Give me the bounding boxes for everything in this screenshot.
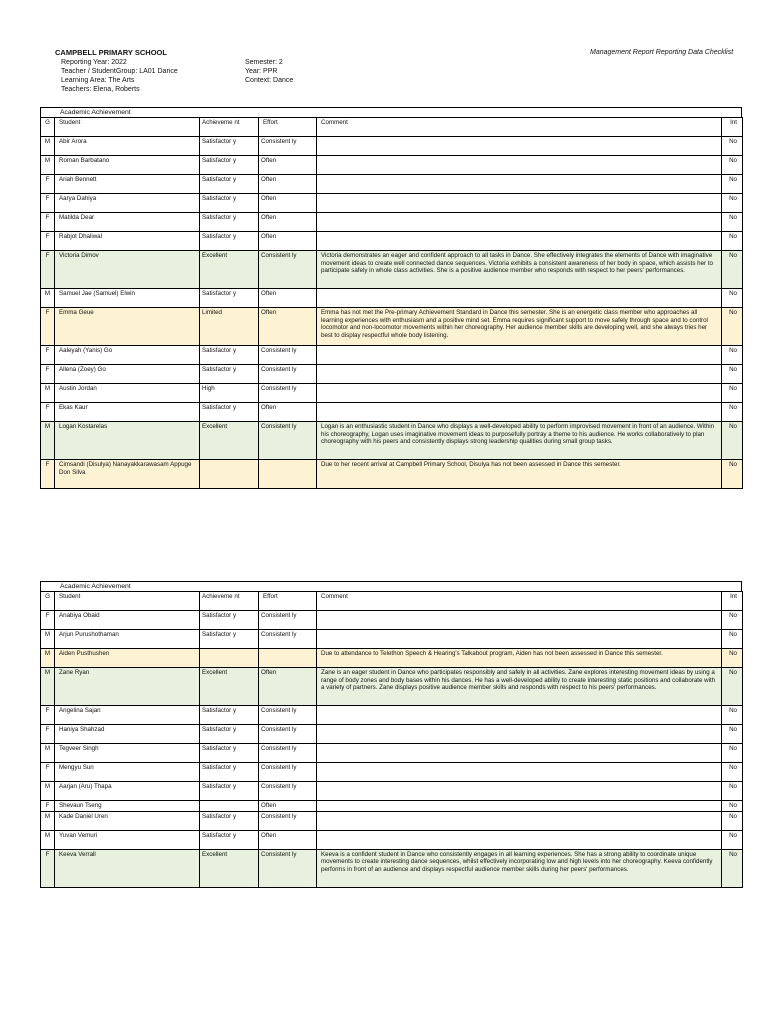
student-cell: Aarjan (Aru) Thapa <box>55 782 200 801</box>
comment-cell <box>317 365 722 384</box>
section-title: Academic Achievement <box>40 581 742 591</box>
intervention-cell: No <box>722 811 743 830</box>
effort-cell: Consistent ly <box>259 422 317 460</box>
table-row <box>41 801 743 812</box>
comment-cell <box>317 811 722 830</box>
gender-cell: F <box>41 213 55 232</box>
year-level: Year: PPR <box>245 68 278 75</box>
achievement-cell: Satisfactor y <box>200 213 259 232</box>
intervention-cell: No <box>722 611 743 630</box>
student-cell: Ekas Kaur <box>55 403 200 422</box>
context: Context: Dance <box>245 77 294 84</box>
student-cell: Yuvan Vemuri <box>55 830 200 849</box>
achievement-cell: Excellent <box>200 251 259 289</box>
effort-cell: Consistent ly <box>259 763 317 782</box>
student-cell: Samuel Jae (Samuel) Elwin <box>55 289 200 308</box>
student-cell: Emma Geue <box>55 308 200 346</box>
gender-cell: M <box>41 156 55 175</box>
achievement-cell <box>200 460 259 489</box>
comment-cell <box>317 725 722 744</box>
gender-cell: F <box>41 403 55 422</box>
student-cell: Keeva Verrall <box>55 849 200 887</box>
gender-cell: M <box>41 744 55 763</box>
section-title: Academic Achievement <box>40 107 742 117</box>
student-cell: Zane Ryan <box>55 668 200 706</box>
effort-cell: Consistent ly <box>259 384 317 403</box>
gender-cell: F <box>41 801 55 812</box>
table-row <box>41 403 743 422</box>
intervention-cell: No <box>722 213 743 232</box>
effort-cell: Often <box>259 830 317 849</box>
gender-cell: F <box>41 849 55 887</box>
intervention-cell: No <box>722 801 743 812</box>
effort-cell: Consistent ly <box>259 725 317 744</box>
intervention-cell: No <box>722 706 743 725</box>
column-header-comment: Comment <box>317 592 722 611</box>
gender-cell: M <box>41 422 55 460</box>
achievement-table-2 <box>40 581 742 888</box>
intervention-cell: No <box>722 849 743 887</box>
effort-cell <box>259 649 317 668</box>
achievement-cell: Satisfactor y <box>200 346 259 365</box>
student-cell: Matilda Dear <box>55 213 200 232</box>
gender-cell: F <box>41 251 55 289</box>
effort-cell: Often <box>259 156 317 175</box>
achievement-cell <box>200 649 259 668</box>
effort-cell: Often <box>259 668 317 706</box>
effort-cell: Often <box>259 801 317 812</box>
student-cell: Ariah Bennett <box>55 175 200 194</box>
intervention-cell: No <box>722 346 743 365</box>
achievement-cell: Limited <box>200 308 259 346</box>
table-row <box>41 744 743 763</box>
comment-cell <box>317 194 722 213</box>
effort-cell: Consistent ly <box>259 744 317 763</box>
column-header-intervention: Int <box>722 118 743 137</box>
column-header-student: Student <box>55 118 200 137</box>
gender-cell: F <box>41 232 55 251</box>
achievement-cell: Satisfactor y <box>200 830 259 849</box>
effort-cell: Consistent ly <box>259 782 317 801</box>
comment-cell <box>317 137 722 156</box>
achievement-cell <box>200 801 259 812</box>
table-row <box>41 194 743 213</box>
semester: Semester: 2 <box>245 59 283 66</box>
intervention-cell: No <box>722 156 743 175</box>
achievement-cell: Excellent <box>200 668 259 706</box>
table-row <box>41 213 743 232</box>
intervention-cell: No <box>722 763 743 782</box>
intervention-cell: No <box>722 232 743 251</box>
achievement-table-1 <box>40 107 742 489</box>
student-table <box>40 591 743 888</box>
comment-cell <box>317 346 722 365</box>
student-cell: Shevaun Tseng <box>55 801 200 812</box>
gender-cell: F <box>41 460 55 489</box>
intervention-cell: No <box>722 365 743 384</box>
table-row <box>41 649 743 668</box>
effort-cell: Often <box>259 232 317 251</box>
intervention-cell: No <box>722 725 743 744</box>
achievement-cell: Satisfactor y <box>200 706 259 725</box>
effort-cell: Consistent ly <box>259 251 317 289</box>
effort-cell: Often <box>259 308 317 346</box>
intervention-cell: No <box>722 251 743 289</box>
student-cell: Tegveer Singh <box>55 744 200 763</box>
gender-cell: F <box>41 763 55 782</box>
comment-cell <box>317 403 722 422</box>
table-row <box>41 611 743 630</box>
achievement-cell: Satisfactor y <box>200 194 259 213</box>
column-header-effort: Effort <box>259 118 317 137</box>
achievement-cell: Satisfactor y <box>200 232 259 251</box>
table-row <box>41 422 743 460</box>
gender-cell: M <box>41 649 55 668</box>
comment-cell <box>317 289 722 308</box>
comment-cell <box>317 232 722 251</box>
student-cell: Angelina Sajan <box>55 706 200 725</box>
student-cell: Roman Barbatano <box>55 156 200 175</box>
comment-cell: Victoria demonstrates an eager and confident approach to all tasks in Dance. She effectively integrates the elements of Dance with imaginative movement ideas to create well connected dance sequences. Victoria exhibits a consistent awareness of her body in space, which assists her to participate safely in whole class activities. She is a positive audience member who responds with respect to her peers' performances. <box>317 251 722 289</box>
student-cell: Arjun Purushothaman <box>55 630 200 649</box>
effort-cell: Consistent ly <box>259 137 317 156</box>
intervention-cell: No <box>722 194 743 213</box>
achievement-cell: Satisfactor y <box>200 289 259 308</box>
effort-cell: Often <box>259 403 317 422</box>
table-row <box>41 849 743 887</box>
achievement-cell: Excellent <box>200 849 259 887</box>
student-cell: Aaleyah (Yanis) Go <box>55 346 200 365</box>
comment-cell <box>317 611 722 630</box>
table-row <box>41 365 743 384</box>
comment-cell <box>317 630 722 649</box>
column-header-effort: Effort <box>259 592 317 611</box>
school-name: CAMPBELL PRIMARY SCHOOL <box>55 48 167 57</box>
effort-cell: Consistent ly <box>259 365 317 384</box>
report-meta-left <box>61 58 178 94</box>
comment-cell <box>317 830 722 849</box>
student-cell: Victoria Dimov <box>55 251 200 289</box>
gender-cell: F <box>41 308 55 346</box>
student-cell: Aiden Pusthushen <box>55 649 200 668</box>
table-row <box>41 346 743 365</box>
gender-cell: M <box>41 668 55 706</box>
comment-cell <box>317 156 722 175</box>
comment-cell <box>317 384 722 403</box>
table-row <box>41 706 743 725</box>
table-row <box>41 251 743 289</box>
comment-cell: Due to attendance to Telethon Speech & Hearing's Talkabout program, Aiden has not been assessed in Dance this semester. <box>317 649 722 668</box>
student-cell: Abir Arora <box>55 137 200 156</box>
intervention-cell: No <box>722 175 743 194</box>
achievement-cell: Satisfactor y <box>200 611 259 630</box>
student-cell: Anabiya Obaid <box>55 611 200 630</box>
effort-cell <box>259 460 317 489</box>
effort-cell: Often <box>259 289 317 308</box>
column-header-gender: G <box>41 592 55 611</box>
achievement-cell: Satisfactor y <box>200 175 259 194</box>
comment-cell <box>317 175 722 194</box>
intervention-cell: No <box>722 630 743 649</box>
achievement-cell: Satisfactor y <box>200 137 259 156</box>
intervention-cell: No <box>722 782 743 801</box>
comment-cell <box>317 782 722 801</box>
comment-cell: Zane is an eager student in Dance who participates responsibly and safely in all activities. Zane explores interesting movement ideas by using a range of body zones and body bases within his dances. He has a well-developed ability to create interesting static positions and collaborate with a variety of partners. Zane displays positive audience member skills and responds with respect to his peers' performances. <box>317 668 722 706</box>
effort-cell: Often <box>259 213 317 232</box>
table-header-row <box>41 592 743 611</box>
teacher-group: Teacher / StudentGroup: LA01 Dance <box>61 68 178 75</box>
student-cell: Rabjot Dhaliwal <box>55 232 200 251</box>
achievement-cell: Satisfactor y <box>200 156 259 175</box>
student-cell: Cimsandi (Disulya) Nanayakkarawasam Appuge Don Silva <box>55 460 200 489</box>
achievement-cell: High <box>200 384 259 403</box>
achievement-cell: Satisfactor y <box>200 811 259 830</box>
effort-cell: Consistent ly <box>259 811 317 830</box>
reporting-year: Reporting Year: 2022 <box>61 59 127 66</box>
column-header-student: Student <box>55 592 200 611</box>
effort-cell: Consistent ly <box>259 706 317 725</box>
intervention-cell: No <box>722 668 743 706</box>
intervention-cell: No <box>722 384 743 403</box>
gender-cell: F <box>41 611 55 630</box>
table-row <box>41 811 743 830</box>
gender-cell: M <box>41 782 55 801</box>
intervention-cell: No <box>722 403 743 422</box>
table-row <box>41 763 743 782</box>
column-header-intervention: Int <box>722 592 743 611</box>
intervention-cell: No <box>722 137 743 156</box>
student-cell: Austin Jordan <box>55 384 200 403</box>
table-row <box>41 175 743 194</box>
gender-cell: F <box>41 725 55 744</box>
gender-cell: F <box>41 365 55 384</box>
effort-cell: Consistent ly <box>259 611 317 630</box>
gender-cell: F <box>41 706 55 725</box>
gender-cell: M <box>41 384 55 403</box>
achievement-cell: Satisfactor y <box>200 782 259 801</box>
student-cell: Allena (Zoey) Go <box>55 365 200 384</box>
gender-cell: F <box>41 346 55 365</box>
intervention-cell: No <box>722 422 743 460</box>
intervention-cell: No <box>722 289 743 308</box>
table-row <box>41 289 743 308</box>
gender-cell: M <box>41 137 55 156</box>
comment-cell <box>317 213 722 232</box>
table-row <box>41 668 743 706</box>
report-meta-right <box>245 58 293 85</box>
table-row <box>41 830 743 849</box>
student-cell: Logan Kostarelas <box>55 422 200 460</box>
intervention-cell: No <box>722 460 743 489</box>
teachers: Teachers: Elena, Roberts <box>61 86 140 93</box>
table-row <box>41 137 743 156</box>
comment-cell <box>317 706 722 725</box>
student-table <box>40 117 743 489</box>
comment-cell: Logan is an enthusiastic student in Dance who displays a well-developed ability to perform improvised movement in front of an audience. Within his choreography, Logan uses imaginative movement ideas to purposefully portray a theme to his audience. He works collaboratively to plan choreography with his peers and consistently displays strong leadership qualities during small group tasks. <box>317 422 722 460</box>
intervention-cell: No <box>722 649 743 668</box>
table-row <box>41 308 743 346</box>
achievement-cell: Satisfactor y <box>200 403 259 422</box>
achievement-cell: Satisfactor y <box>200 744 259 763</box>
comment-cell <box>317 801 722 812</box>
gender-cell: M <box>41 830 55 849</box>
achievement-cell: Satisfactor y <box>200 630 259 649</box>
effort-cell: Consistent ly <box>259 849 317 887</box>
student-cell: Haniya Shahzad <box>55 725 200 744</box>
intervention-cell: No <box>722 830 743 849</box>
table-row <box>41 725 743 744</box>
effort-cell: Often <box>259 175 317 194</box>
gender-cell: M <box>41 289 55 308</box>
table-row <box>41 156 743 175</box>
gender-cell: M <box>41 811 55 830</box>
column-header-achievement: Achieveme nt <box>200 592 259 611</box>
comment-cell: Keeva is a confident student in Dance who consistently engages in all learning experiences. She has a strong ability to coordinate unique movements to create interesting dance sequences, whilst effectively incorporating low and high levels into her choreography. Keeva confidently performs in front of an audience and displays respectful audience member skills during her peers' performances. <box>317 849 722 887</box>
student-cell: Mengyu Sun <box>55 763 200 782</box>
intervention-cell: No <box>722 308 743 346</box>
achievement-cell: Satisfactor y <box>200 763 259 782</box>
column-header-comment: Comment <box>317 118 722 137</box>
student-cell: Kade Daniel Uren <box>55 811 200 830</box>
table-row <box>41 460 743 489</box>
achievement-cell: Satisfactor y <box>200 725 259 744</box>
table-row <box>41 384 743 403</box>
achievement-cell: Excellent <box>200 422 259 460</box>
gender-cell: F <box>41 175 55 194</box>
table-row <box>41 782 743 801</box>
learning-area: Learning Area: The Arts <box>61 77 135 84</box>
effort-cell: Consistent ly <box>259 630 317 649</box>
column-header-gender: G <box>41 118 55 137</box>
table-header-row <box>41 118 743 137</box>
comment-cell: Due to her recent arrival at Campbell Primary School, Disulya has not been assessed in Dance this semester. <box>317 460 722 489</box>
table-row <box>41 232 743 251</box>
intervention-cell: No <box>722 744 743 763</box>
gender-cell: F <box>41 194 55 213</box>
effort-cell: Consistent ly <box>259 346 317 365</box>
effort-cell: Often <box>259 194 317 213</box>
table-row <box>41 630 743 649</box>
comment-cell <box>317 744 722 763</box>
comment-cell <box>317 763 722 782</box>
student-cell: Aarya Dahiya <box>55 194 200 213</box>
achievement-cell: Satisfactor y <box>200 365 259 384</box>
comment-cell: Emma has not met the Pre-primary Achievement Standard in Dance this semester. She is an energetic class member who approaches all learning experiences with enthusiasm and a positive mind set. Emma requires significant support to move safely through space and to control locomotor and non-locomotor movements within her choreography. Her audience member skills are developing well, and she always tries her best to display respectful whole body listening. <box>317 308 722 346</box>
report-title: Management Report Reporting Data Checklist <box>590 49 734 56</box>
column-header-achievement: Achieveme nt <box>200 118 259 137</box>
gender-cell: M <box>41 630 55 649</box>
